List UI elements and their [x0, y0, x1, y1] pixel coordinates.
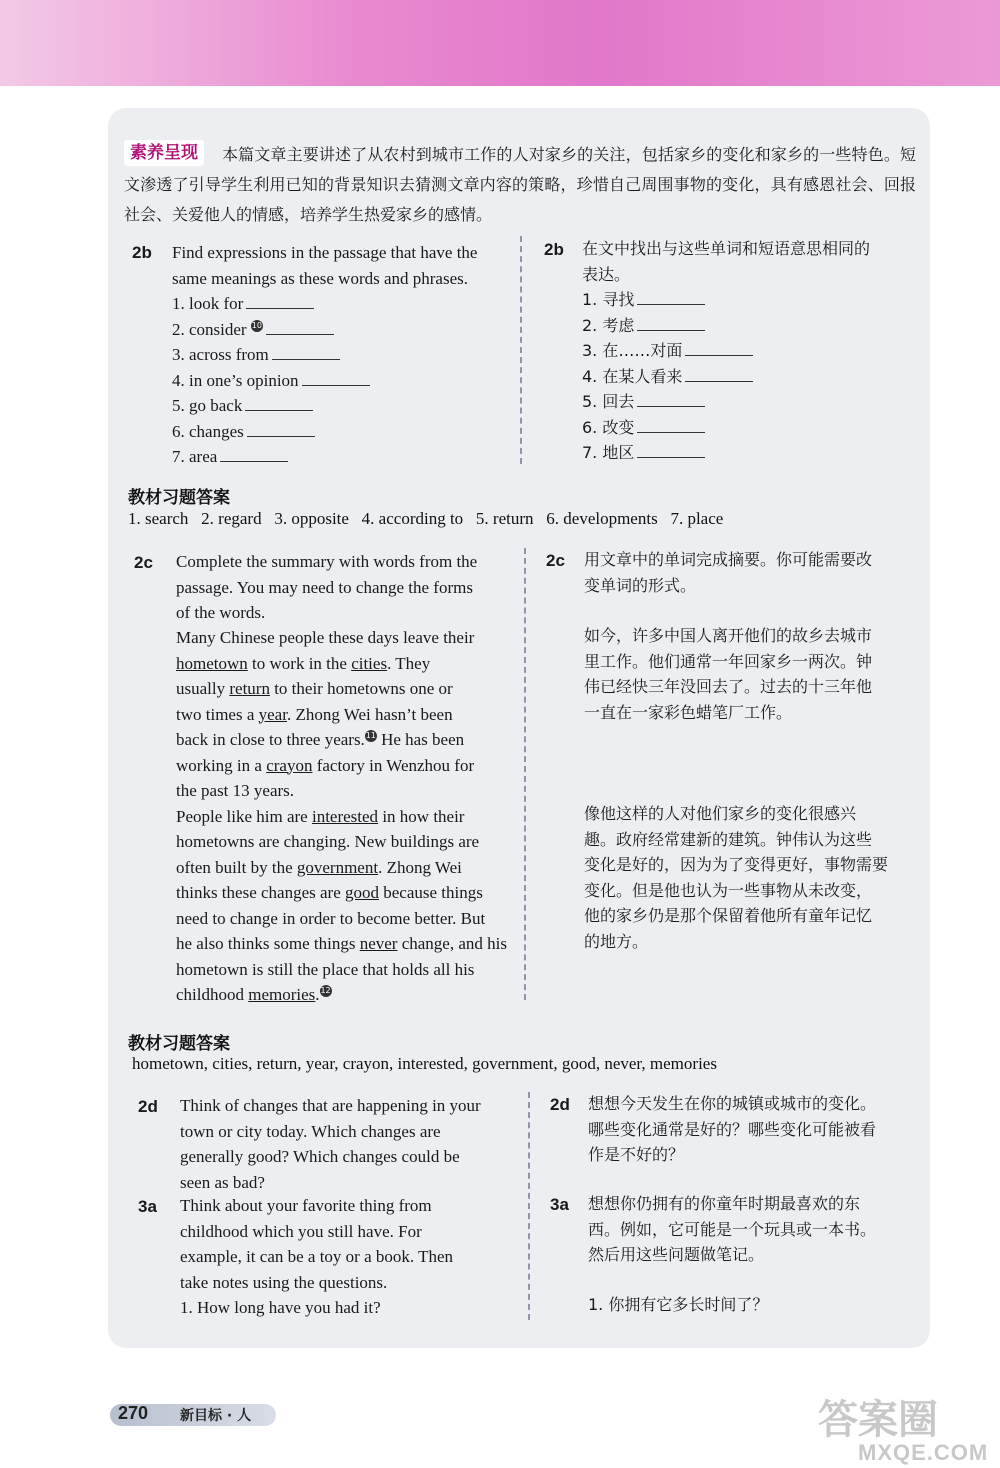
q3a-label-en: 3a: [138, 1197, 157, 1216]
q2c-summary-en: Many Chinese people these days leave their hometown to work in the cities. They usually return to their hometowns one or two times a year. Zhong Wei hasn’t been back in close to three years.11 He has been working in a crayon factory in Wenzhou for the past 13 years. People like him are interested in how their hometowns are changing. New buildings are often built by the government. Zhong Wei thinks these changes are good because things need to change in order to become better. But he also thinks some things never change, and his hometown is still the place that holds all his childhood memories.12: [176, 628, 507, 1004]
answers-text: hometown, cities, return, year, crayon, interested, government, good, never, memories: [132, 1054, 717, 1073]
top-decorative-band: [0, 0, 1000, 86]
q2c-summary-zh-p2: 像他这样的人对他们家乡的变化很感兴 趣。政府经常建新的建筑。钟伟认为这些 变化是好的，因为为了变得更好，事物需要 变化。但是他也认为一些事物从未改变， 他的家乡仍是那个保留着他所有童年记忆 的地方。: [584, 804, 889, 951]
answers-text: 1. search 2. regard 3. opposite 4. according to 5. return 6. developments 7. place: [128, 509, 724, 528]
intro-tag: 素养呈现: [124, 140, 204, 166]
q2b-label-en: 2b: [132, 243, 152, 262]
q2b-items-en: 1. look for 2. consider 10 3. across from 4. in one’s opinion 5. go back 6. changes 7. area: [172, 291, 472, 470]
q2b-instruction-zh: 在文中找出与这些单词和短语意思相同的 表达。: [582, 239, 871, 284]
answers-title: 教材习题答案: [128, 488, 230, 508]
watermark: 答案圈: [818, 1397, 938, 1443]
book-title: 新目标 · 人: [180, 1408, 252, 1424]
column-divider: [520, 236, 522, 464]
column-divider: [528, 1092, 530, 1320]
q3a-text-zh: 想想你仍拥有的你童年时期最喜欢的东 西。例如，它可能是一个玩具或一本书。 然后用这些问题做笔记。: [588, 1194, 877, 1264]
q2c-label-zh: 2c: [546, 551, 565, 570]
page-number: 270: [118, 1403, 149, 1423]
q2c-label-en: 2c: [134, 553, 153, 572]
q2d-text-zh: 想想今天发生在你的城镇或城市的变化。 哪些变化通常是好的？哪些变化可能被看 作是不好的？: [588, 1094, 877, 1164]
watermark-url: MXQE.COM: [858, 1440, 989, 1465]
q2c-instruction-zh: 用文章中的单词完成摘要。你可能需要改 变单词的形式。: [584, 550, 873, 595]
answers-title: 教材习题答案: [128, 1034, 230, 1054]
q3a-label-zh: 3a: [550, 1195, 569, 1214]
note-marker: 12: [320, 986, 331, 996]
q3a-text-en: Think about your favorite thing from childhood which you still have. For example, it can be a toy or a book. Then take notes using the questions. 1. How long have you had it?: [180, 1196, 454, 1317]
q2c-instruction-en: Complete the summary with words from the passage. You may need to change the forms of the words.: [176, 552, 478, 622]
q2b-instruction-en: Find expressions in the passage that have the same meanings as these words and phrases.: [172, 243, 478, 288]
intro-text: 本篇文章主要讲述了从农村到城市工作的人对家乡的关注，包括家乡的变化和家乡的一些特色。短文渗透了引导学生利用已知的背景知识去猜测文章内容的策略，珍惜自己周围事物的变化，具有感恩社会、回报社会、关爱他人的情感，培养学生热爱家乡的感情。: [124, 145, 916, 224]
note-marker: 10: [251, 320, 262, 330]
q2d-label-en: 2d: [138, 1097, 158, 1116]
column-divider: [524, 548, 526, 1000]
q3a-question-zh: 1. 你拥有它多长时间了？: [588, 1295, 769, 1314]
q2d-text-en: Think of changes that are happening in your town or city today. Which changes are generally good? Which changes could be seen as bad?: [180, 1096, 481, 1192]
q2b-items-zh: 1. 寻找 2. 考虑 3. 在……对面 4. 在某人看来 5. 回去 6. 改变 7. 地区: [582, 287, 882, 466]
q2b-label-zh: 2b: [544, 240, 564, 259]
note-marker: 11: [365, 731, 376, 741]
q2c-summary-zh-p1: 如今，许多中国人离开他们的故乡去城市 里工作。他们通常一年回家乡一两次。钟 伟已经快三年没回去了。过去的十三年他 一直在一家彩色蜡笔厂工作。: [584, 626, 873, 722]
q2d-label-zh: 2d: [550, 1095, 570, 1114]
